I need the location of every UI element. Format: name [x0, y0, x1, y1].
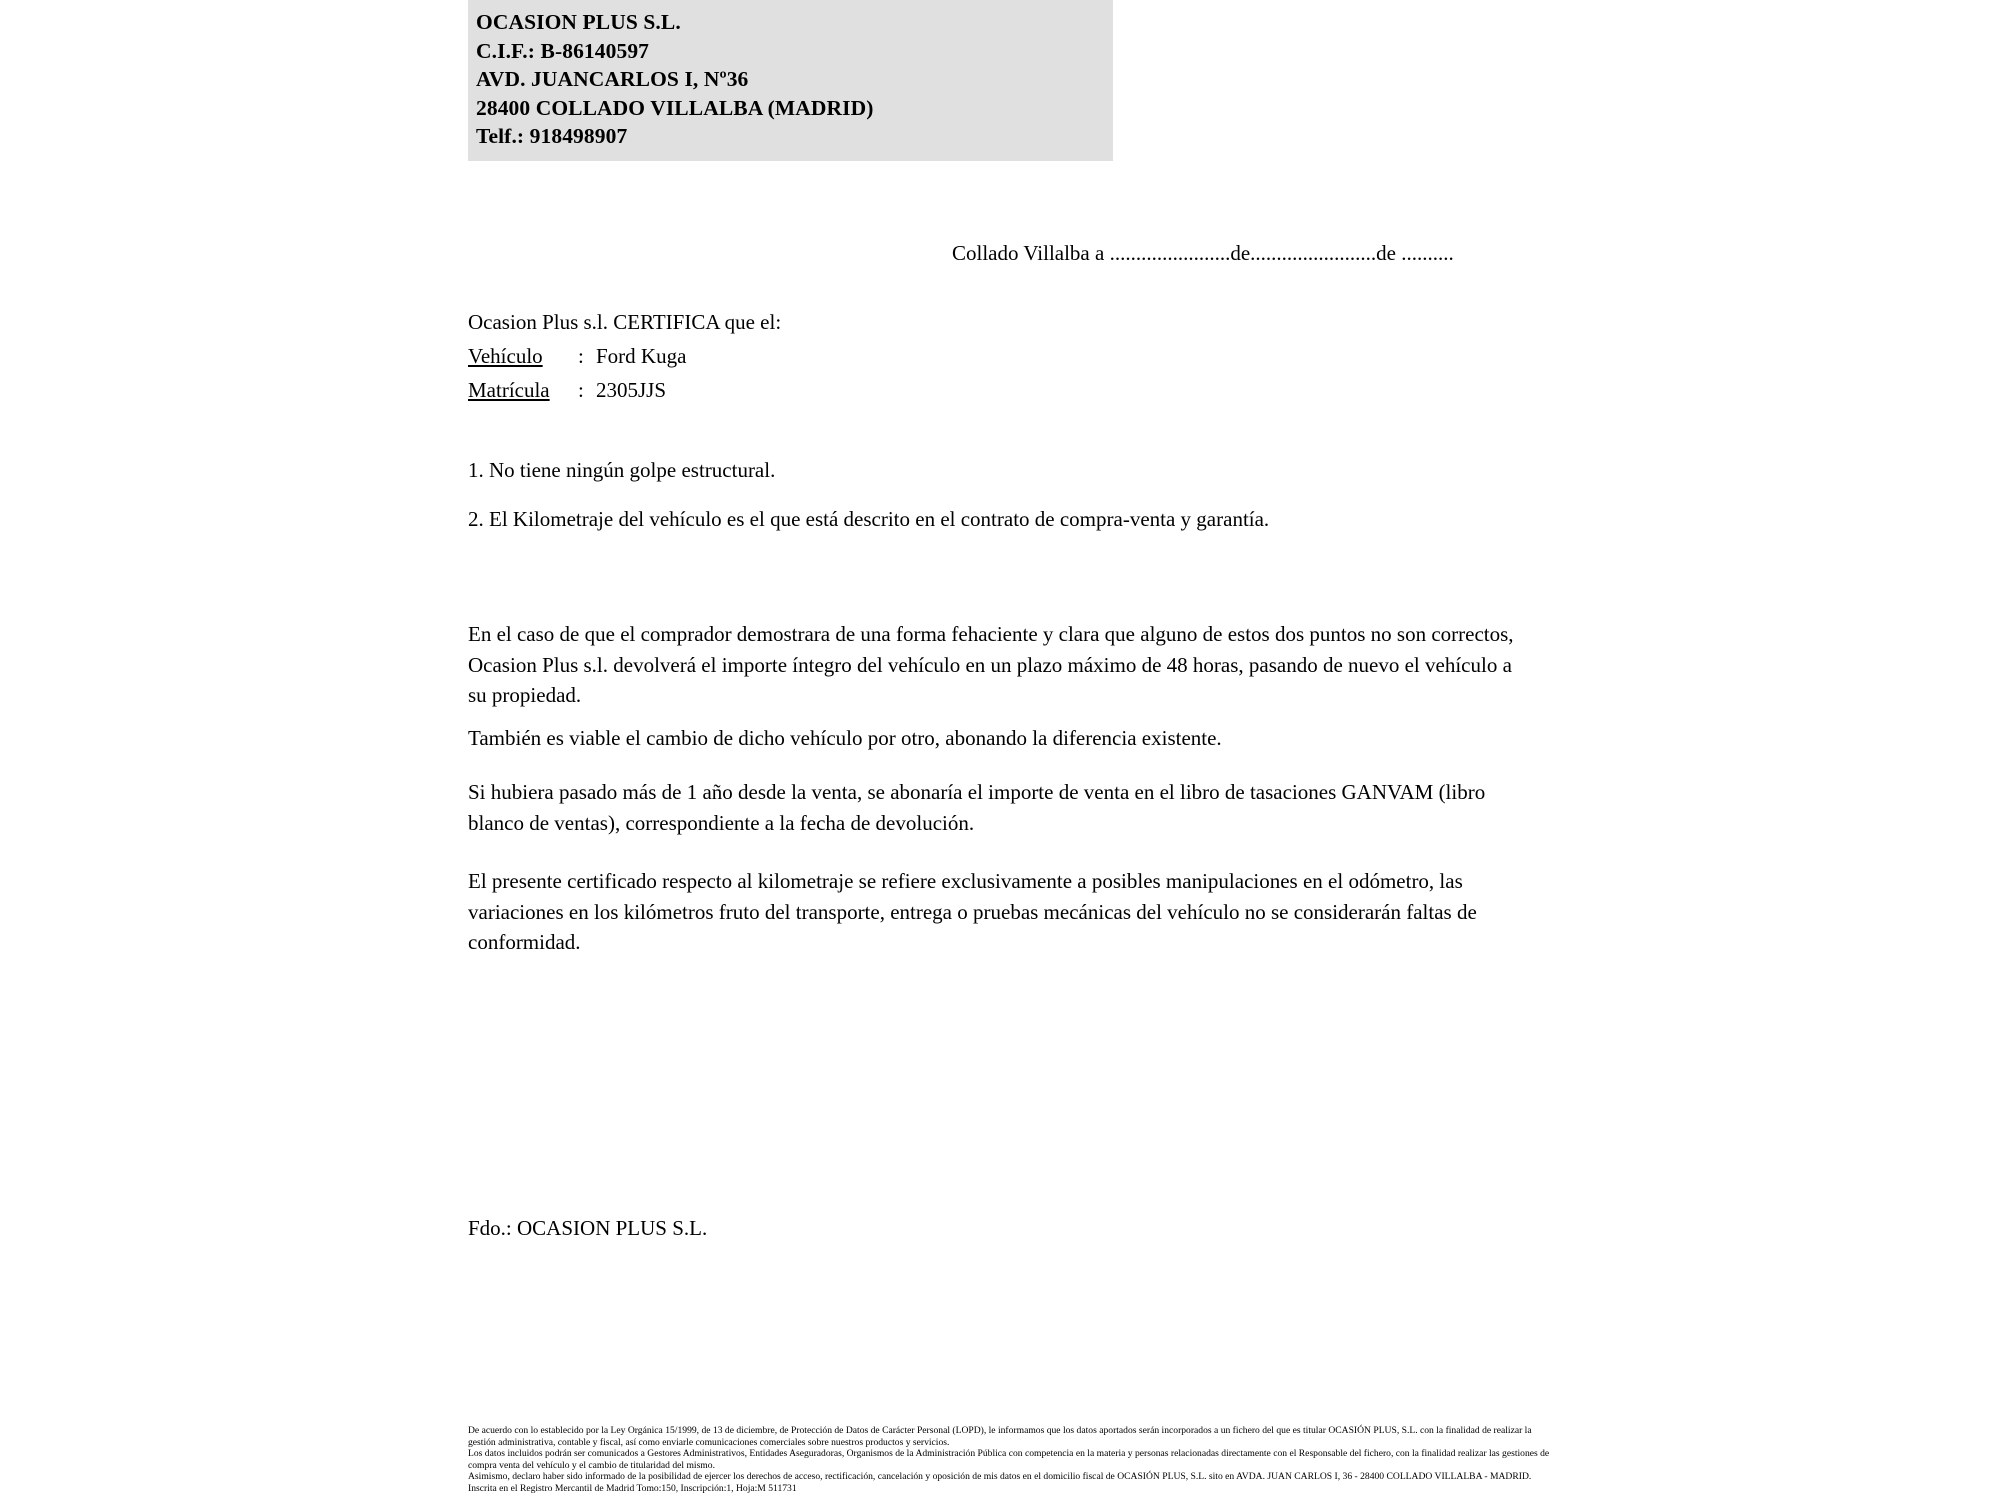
certification-block: [468, 305, 781, 407]
vehicle-separator: :: [578, 344, 584, 368]
vehicle-label: Vehículo: [468, 344, 543, 368]
certification-intro: Ocasion Plus s.l. CERTIFICA que el:: [468, 310, 782, 334]
plate-row: [468, 373, 781, 407]
plate-value: 2305JJS: [596, 378, 667, 402]
legal-notice-line-3: Asimismo, declaro haber sido informado de la posibilidad de ejercer los derechos de acceso, rectificación, cancelación y oposición de mis datos en el domicilio fiscal de OCASIÓN PLUS, S.L. sito en AVDA. JUAN CARLOS I, 36 - 28400 COLLADO VILLALBA - MADRID. Inscrita en el Registro Mercantil de Madrid Tomo:150, Inscripción:1, Hoja:M 511731: [468, 1471, 1532, 1494]
company-phone: Telf.: 918498907: [476, 124, 628, 148]
company-city: 28400 COLLADO VILLALBA (MADRID): [476, 95, 874, 120]
signature-line: Fdo.: OCASION PLUS S.L.: [468, 1216, 708, 1240]
body-paragraph-4: El presente certificado respecto al kilometraje se refiere exclusivamente a posibles manipulaciones en el odómetro, las variaciones en los kilómetros fruto del transporte, entrega o pruebas mecánicas del vehículo no se considerarán faltas de conformidad.: [468, 869, 1477, 954]
certification-point-1: 1. No tiene ningún golpe estructural.: [468, 458, 776, 482]
legal-notice: [468, 1425, 1552, 1495]
vehicle-value: Ford Kuga: [596, 344, 687, 368]
certification-point-2: 2. El Kilometraje del vehículo es el que está descrito en el contrato de compra-venta y garantía.: [468, 507, 1270, 531]
legal-notice-line-2: Los datos incluidos podrán ser comunicados a Gestores Administrativos, Entidades Aseguradoras, Organismos de la Administración Pública con competencia en la materia y personas relacionadas directamente con el Responsable del fichero, con la finalidad realizar las gestiones de compra venta del vehículo y el cambio de titularidad del mismo.: [468, 1448, 1550, 1471]
vehicle-row: [468, 339, 781, 373]
body-paragraph-1: En el caso de que el comprador demostrara de una forma fehaciente y clara que alguno de estos dos puntos no son correctos, Ocasion Plus s.l. devolverá el importe íntegro del vehículo en un plazo máximo de 48 horas, pasando de nuevo el vehículo a su propiedad.: [468, 622, 1514, 707]
company-address: AVD. JUANCARLOS I, Nº36: [476, 67, 749, 91]
body-paragraph-2: También es viable el cambio de dicho vehículo por otro, abonando la diferencia existente.: [468, 726, 1222, 750]
plate-separator: :: [578, 378, 584, 402]
company-cif: C.I.F.: B-86140597: [476, 38, 650, 63]
date-line: Collado Villalba a .......................de........................de ..........: [952, 241, 1454, 265]
company-name: OCASION PLUS S.L.: [476, 10, 681, 34]
letterhead-block: [468, 0, 1113, 161]
plate-label: Matrícula: [468, 378, 550, 402]
legal-notice-line-1: De acuerdo con lo establecido por la Ley Orgánica 15/1999, de 13 de diciembre, de Protección de Datos de Carácter Personal (LOPD), le informamos que los datos aportados serán incorporados a un fichero del que es titular OCASIÓN PLUS, S.L. con la finalidad de realizar la gestión administrativa, contable y fiscal, así como enviarle comunicaciones comerciales sobre nuestros productos y servicios.: [468, 1425, 1532, 1448]
body-paragraph-3: Si hubiera pasado más de 1 año desde la venta, se abonaría el importe de venta en el libro de tasaciones GANVAM (libro blanco de ventas), correspondiente a la fecha de devolución.: [468, 780, 1486, 835]
